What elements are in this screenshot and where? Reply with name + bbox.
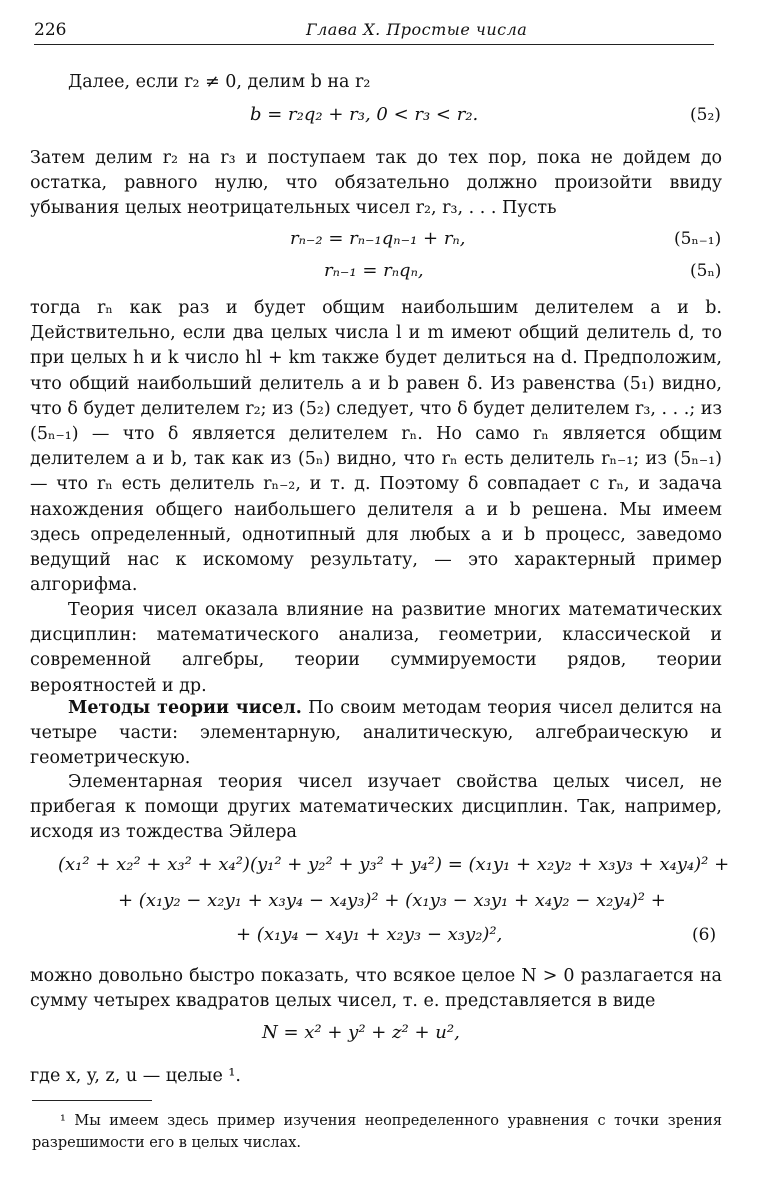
paragraph-methods bbox=[30, 696, 722, 772]
page-header bbox=[34, 18, 714, 45]
page-number: 226 bbox=[34, 20, 67, 40]
euler-identity-line-1: (x₁² + x₂² + x₃² + x₄²)(y₁² + y₂² + y₃² + y₄²) = (x₁y₁ + x₂y₂ + x₃y₃ + x₄y₄)² + bbox=[58, 854, 730, 875]
euler-identity-line-3: + (x₁y₄ − x₄y₁ + x₂y₃ − x₃y₂)², bbox=[236, 924, 503, 945]
euler-identity-line-2: + (x₁y₂ − x₂y₁ + x₃y₄ − x₄y₃)² + (x₁y₃ − x₃y₁ + x₄y₂ − x₂y₄)² + bbox=[118, 890, 666, 911]
running-title: Глава X. Простые числа bbox=[306, 20, 528, 39]
paragraph-influence bbox=[30, 598, 722, 699]
paragraph-integers bbox=[30, 1064, 722, 1089]
section-heading: Методы теории чисел. bbox=[68, 698, 302, 718]
paragraph-intro bbox=[30, 70, 722, 95]
paragraph-text: Элементарная теория чисел изучает свойства целых чисел, не прибегая к помощи других математических дисциплин. Так, например, исходя из тождества Эйлера bbox=[30, 772, 722, 843]
equation-label: (6) bbox=[692, 925, 717, 945]
equation-label: (5ₙ) bbox=[690, 261, 722, 281]
paragraph-text: можно довольно быстро показать, что всякое целое N > 0 разлагается на сумму четырех квадратов целых чисел, т. е. представляется в виде bbox=[30, 966, 722, 1012]
footnote: ¹ Мы имеем здесь пример изучения неопределенного уравнения с точки зрения разрешимости его в целых числах. bbox=[32, 1113, 722, 1151]
paragraph-text: Далее, если r₂ ≠ 0, делим b на r₂ bbox=[68, 72, 371, 92]
equation-5-n: rₙ₋₁ = rₙqₙ, bbox=[324, 260, 424, 281]
equation-label: (5₂) bbox=[690, 105, 721, 125]
paragraph-proof bbox=[30, 296, 722, 598]
paragraph-text: тогда rₙ как раз и будет общим наибольшим делителем a и b. Действительно, если два целых числа l и m имеют общий делитель d, то при целых h и k число hl + km также будет делиться на d. Предположим, что общий наибольший делитель a и b равен δ. Из равенства (5₁) видно, что δ будет делителем r₂; из (5₂) следует, что δ будет делителем r₃, . . .; из (5ₙ₋₁) — что δ является делителем rₙ. Но само rₙ является общим делителем a и b, так как из (5ₙ) видно, что rₙ есть делитель rₙ₋₁; из (5ₙ₋₁) — что rₙ есть делитель rₙ₋₂, и т. д. Поэтому δ совпадает с rₙ, и задача нахождения общего наибольшего делителя a и b решена. Мы имеем здесь определенный, однотипный для любых a и b процесс, заведомо ведущий нас к искомому результату, — это характерный пример алгорифма. bbox=[30, 298, 722, 596]
paragraph-text: Затем делим r₂ на r₃ и поступаем так до тех пор, пока не дойдем до остатка, равного нулю, что обязательно должно произойти ввиду убывания целых неотрицательных чисел r₂, r₃, . . . Пусть bbox=[30, 148, 722, 219]
equation-label: (5ₙ₋₁) bbox=[674, 229, 722, 249]
paragraph-text: Теория чисел оказала влияние на развитие многих математических дисциплин: математического анализа, геометрии, классической и современной алгебры, теории суммируемости рядов, теории вероятностей и др. bbox=[30, 600, 722, 696]
paragraph-text: где x, y, z, u — целые ¹. bbox=[30, 1066, 241, 1086]
paragraph-text bbox=[30, 696, 722, 772]
paragraph-elementary bbox=[30, 770, 722, 846]
equation-5-2: b = r₂q₂ + r₃, 0 < r₃ < r₂. bbox=[250, 104, 479, 125]
paragraph-four-squares bbox=[30, 964, 722, 1014]
paragraph-division bbox=[30, 146, 722, 222]
equation-sum-of-squares: N = x² + y² + z² + u², bbox=[262, 1022, 460, 1043]
paragraph-body: По своим методам теория чисел делится на четыре части: элементарную, аналитическую, алгебраическую и геометрическую. bbox=[30, 698, 722, 769]
equation-5-n-minus-1: rₙ₋₂ = rₙ₋₁qₙ₋₁ + rₙ, bbox=[290, 228, 466, 249]
footnote-rule bbox=[32, 1100, 152, 1101]
